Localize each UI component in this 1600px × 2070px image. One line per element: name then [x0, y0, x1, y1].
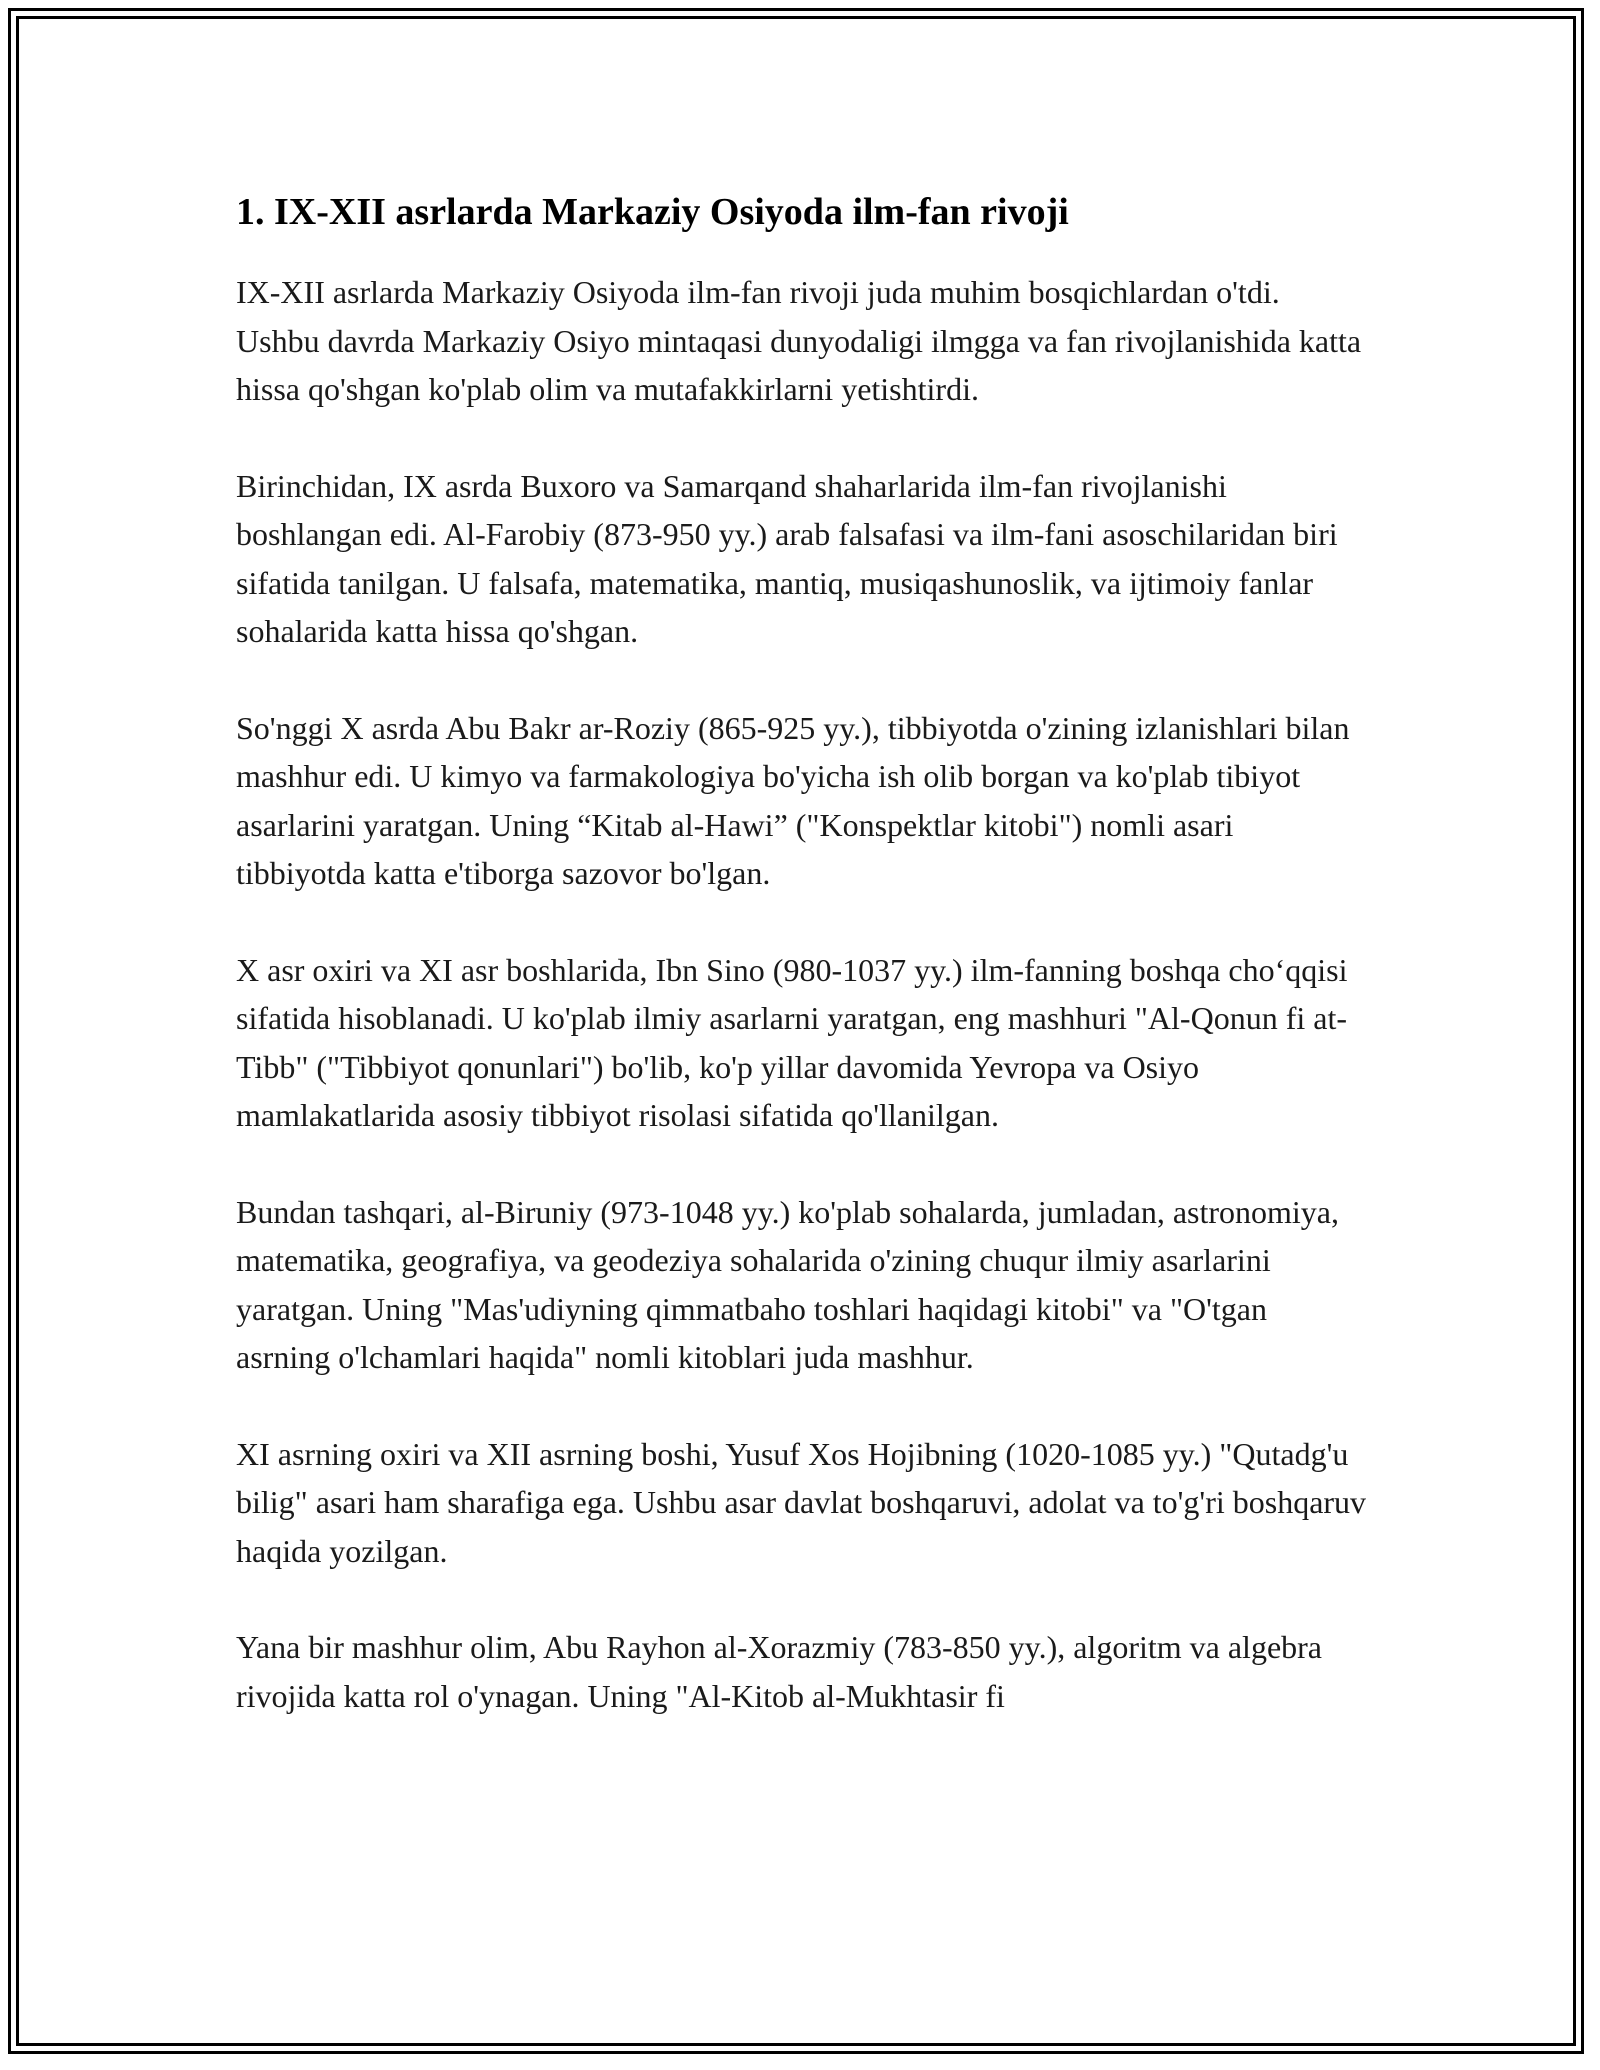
paragraph-yusuf-xos-hojib: XI asrning oxiri va XII asrning boshi, Yusuf Xos Hojibning (1020-1085 yy.) "Qutadg'u bilig" asari ham sharafiga ega. Ushbu asar davlat boshqaruvi, adolat va to'g'ri boshqaruv haqida yozilgan. [236, 1435, 1367, 1569]
paragraph-intro: IX-XII asrlarda Markaziy Osiyoda ilm-fan rivoji juda muhim bosqichlardan o'tdi. Ushbu davrda Markaziy Osiyo mintaqasi dunyodaligi ilmgga va fan rivojlanishida katta hissa qo'shgan ko'plab olim va mutafakkirlarni yetishtirdi. [236, 274, 1362, 407]
paragraph-farobiy: Birinchidan, IX asrda Buxoro va Samarqand shaharlarida ilm-fan rivojlanishi boshlangan edi. Al-Farobiy (873-950 yy.) arab falsafasi va ilm-fani asoschilaridan biri sifatida tanilgan. U falsafa, matematika, mantiq, musiqashunoslik, va ijtimoiy fanlar sohalarida katta hissa qo'shgan. [236, 467, 1338, 649]
section-heading: 1. IX-XII asrlarda Markaziy Osiyoda ilm-fan rivoji [236, 191, 1069, 233]
paragraph-biruniy: Bundan tashqari, al-Biruniy (973-1048 yy.) ko'plab sohalarda, jumladan, astronomiya, matematika, geografiya, va geodeziya sohalarida o'zining chuqur ilmiy asarlarini yaratgan. Uning "Mas'udiyning qimmatbaho toshlari haqidagi kitobi" va "O'tgan asrning o'lchamlari haqida" nomli kitoblari juda mashhur. [236, 1193, 1339, 1375]
paragraph-ibn-sino: X asr oxiri va XI asr boshlarida, Ibn Sino (980-1037 yy.) ilm-fanning boshqa cho‘qqisi sifatida hisoblanadi. U ko'plab ilmiy asarlarni yaratgan, eng mashhuri "Al-Qonun fi at-Tibb" ("Tibbiyot qonunlari") bo'lib, ko'p yillar davomida Yevropa va Osiyo mamlakatlarida asosiy tibbiyot risolasi sifatida qo'llanilgan. [236, 951, 1348, 1133]
document-body [236, 188, 1376, 1768]
paragraph-roziy: So'nggi X asrda Abu Bakr ar-Roziy (865-925 yy.), tibbiyotda o'zining izlanishlari bilan mashhur edi. U kimyo va farmakologiya bo'yicha ish olib borgan va ko'plab tibiyot asarlarini yaratgan. Uning “Kitab al-Hawi” ("Konspektlar kitobi") nomli asari tibbiyotda katta e'tiborga sazovor bo'lgan. [236, 709, 1350, 891]
paragraph-xorazmiy: Yana bir mashhur olim, Abu Rayhon al-Xorazmiy (783-850 yy.), algoritm va algebra rivojida katta rol o'ynagan. Uning "Al-Kitob al-Mukhtasir fi [236, 1629, 1322, 1714]
